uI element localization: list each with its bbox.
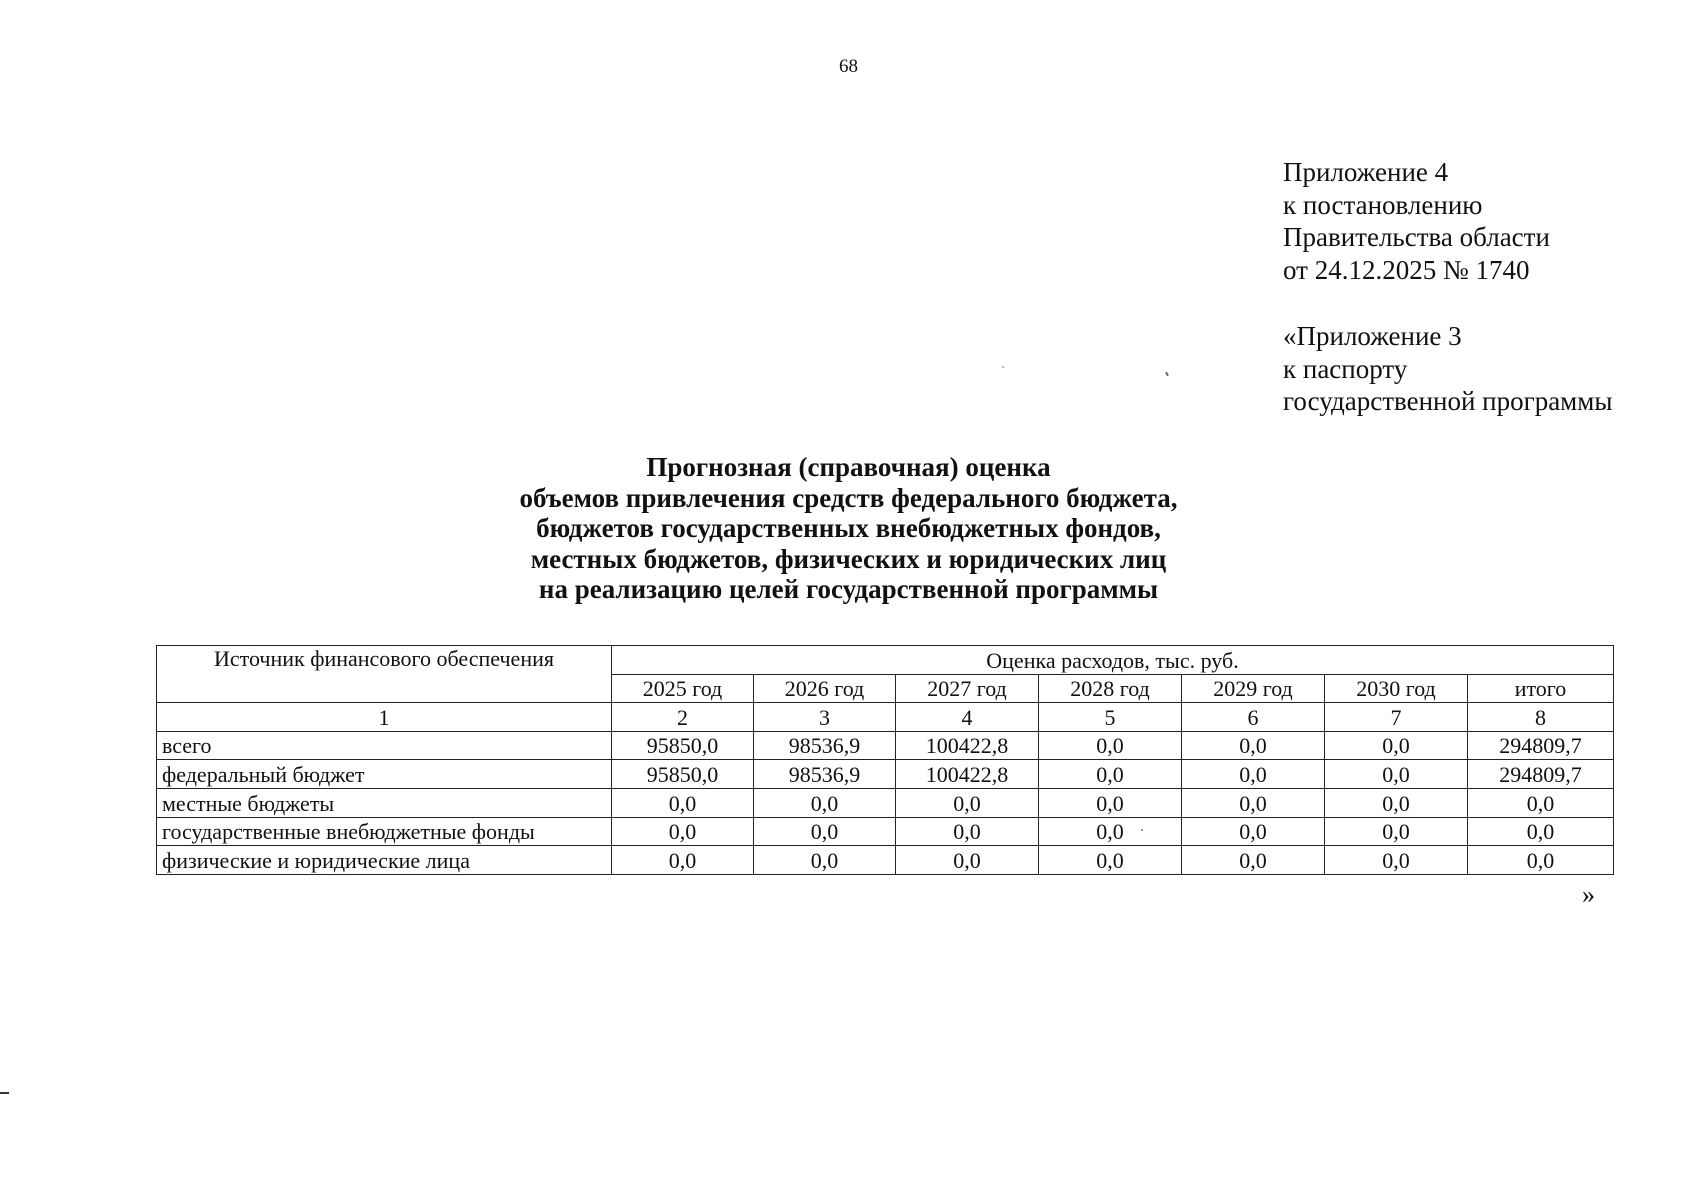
total-cell: 294809,7 bbox=[1468, 731, 1614, 760]
value-cell: 0,0 bbox=[1039, 760, 1182, 789]
appendix-line: от 24.12.2025 № 1740 bbox=[1283, 254, 1530, 285]
column-number: 2 bbox=[612, 703, 754, 732]
value-cell: 95850,0 bbox=[612, 731, 754, 760]
year-header: 2025 год bbox=[612, 674, 754, 703]
value-cell: 0,0 bbox=[1182, 846, 1325, 875]
value-cell: 95850,0 bbox=[612, 760, 754, 789]
page-number: 68 bbox=[839, 56, 858, 77]
column-number: 8 bbox=[1468, 703, 1614, 732]
column-number: 7 bbox=[1325, 703, 1468, 732]
table-row bbox=[157, 846, 1614, 875]
column-number: 1 bbox=[157, 703, 612, 732]
scan-speck bbox=[1002, 366, 1004, 368]
total-cell: 0,0 bbox=[1468, 788, 1614, 817]
value-cell: 0,0 bbox=[754, 788, 896, 817]
table-row bbox=[157, 788, 1614, 817]
year-header: 2028 год bbox=[1039, 674, 1182, 703]
table-row bbox=[157, 817, 1614, 846]
value-cell: 0,0 bbox=[896, 817, 1039, 846]
total-header: итого bbox=[1468, 674, 1614, 703]
source-cell: федеральный бюджет bbox=[157, 760, 612, 789]
document-title bbox=[0, 452, 1697, 605]
source-cell: всего bbox=[157, 731, 612, 760]
appendix-line: Приложение 4 bbox=[1283, 157, 1449, 187]
value-cell: 98536,9 bbox=[754, 731, 896, 760]
value-cell: 0,0 bbox=[1039, 731, 1182, 760]
value-cell: 0,0 bbox=[612, 817, 754, 846]
source-cell: физические и юридические лица bbox=[157, 846, 612, 875]
value-cell: 0,0 bbox=[1182, 731, 1325, 760]
value-cell: 0,0 bbox=[612, 788, 754, 817]
value-cell: 0,0 bbox=[1182, 817, 1325, 846]
value-cell: 0,0 bbox=[1325, 817, 1468, 846]
value-cell: 0,0 bbox=[1325, 846, 1468, 875]
value-cell: 0,0 bbox=[1039, 846, 1182, 875]
title-line: объемов привлечения средств федерального бюджета, bbox=[519, 482, 1178, 513]
source-column-header: Источник финансового обеспечения bbox=[157, 646, 612, 703]
table-row bbox=[157, 760, 1614, 789]
source-cell: государственные внебюджетные фонды bbox=[157, 817, 612, 846]
column-number: 3 bbox=[754, 703, 896, 732]
closing-quote: » bbox=[1582, 880, 1595, 909]
year-header: 2027 год bbox=[896, 674, 1039, 703]
estimate-column-header: Оценка расходов, тыс. руб. bbox=[612, 646, 1614, 675]
value-cell: 0,0 bbox=[1039, 817, 1182, 846]
appendix-line: Правительства области bbox=[1283, 222, 1550, 252]
scan-margin-mark bbox=[0, 1092, 9, 1094]
scan-speck bbox=[1165, 372, 1169, 376]
title-line: на реализацию целей государственной программы bbox=[538, 574, 1159, 604]
table-row bbox=[157, 731, 1614, 760]
column-number: 6 bbox=[1182, 703, 1325, 732]
column-number: 5 bbox=[1039, 703, 1182, 732]
value-cell: 100422,8 bbox=[896, 760, 1039, 789]
value-cell: 100422,8 bbox=[896, 731, 1039, 760]
year-header: 2029 год bbox=[1182, 674, 1325, 703]
total-cell: 294809,7 bbox=[1468, 760, 1614, 789]
title-line: Прогнозная (справочная) оценка bbox=[646, 452, 1051, 482]
column-number-row bbox=[157, 703, 1614, 732]
year-header: 2026 год bbox=[754, 674, 896, 703]
financing-table bbox=[156, 645, 1614, 875]
value-cell: 0,0 bbox=[1039, 788, 1182, 817]
passport-appendix-reference bbox=[1283, 320, 1683, 418]
source-cell: местные бюджеты bbox=[157, 788, 612, 817]
column-number: 4 bbox=[896, 703, 1039, 732]
value-cell: 0,0 bbox=[896, 788, 1039, 817]
scan-speck bbox=[1141, 829, 1143, 831]
value-cell: 0,0 bbox=[612, 846, 754, 875]
value-cell: 0,0 bbox=[754, 846, 896, 875]
passport-line: «Приложение 3 bbox=[1283, 321, 1462, 351]
value-cell: 0,0 bbox=[896, 846, 1039, 875]
passport-line: к паспорту bbox=[1283, 353, 1408, 384]
year-header: 2030 год bbox=[1325, 674, 1468, 703]
appendix-reference bbox=[1283, 156, 1683, 286]
total-cell: 0,0 bbox=[1468, 817, 1614, 846]
passport-line: государственной программы bbox=[1283, 386, 1613, 416]
total-cell: 0,0 bbox=[1468, 846, 1614, 875]
title-line: бюджетов государственных внебюджетных фондов, bbox=[536, 513, 1161, 543]
value-cell: 98536,9 bbox=[754, 760, 896, 789]
value-cell: 0,0 bbox=[1325, 788, 1468, 817]
value-cell: 0,0 bbox=[1325, 731, 1468, 760]
appendix-line: к постановлению bbox=[1283, 189, 1483, 220]
value-cell: 0,0 bbox=[1182, 760, 1325, 789]
value-cell: 0,0 bbox=[1325, 760, 1468, 789]
value-cell: 0,0 bbox=[754, 817, 896, 846]
table-header-row bbox=[157, 646, 1614, 675]
title-line: местных бюджетов, физических и юридических лиц bbox=[530, 543, 1167, 574]
value-cell: 0,0 bbox=[1182, 788, 1325, 817]
